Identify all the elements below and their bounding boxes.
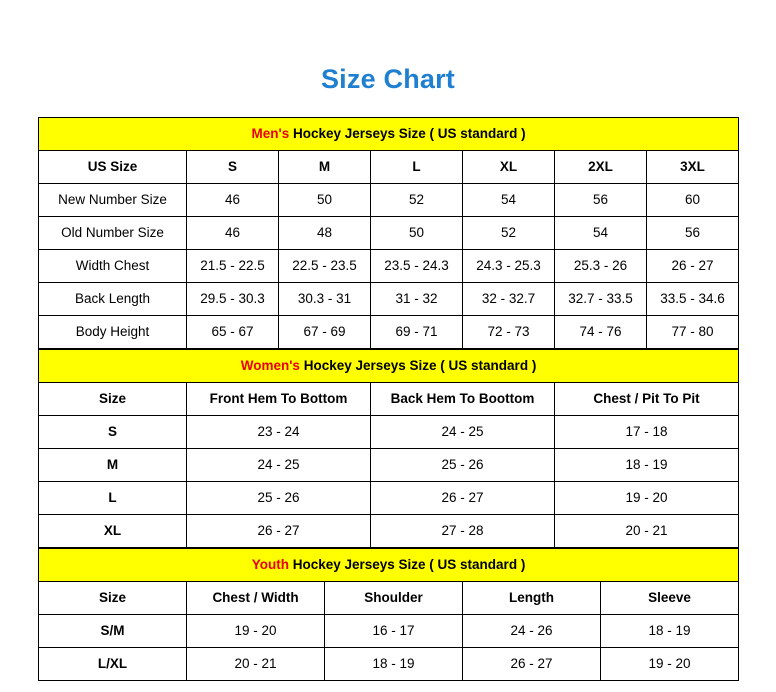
youth-size-table bbox=[38, 548, 739, 681]
womens-banner-accent: Women's bbox=[240, 358, 300, 374]
mens-row-0-cell-4: 54 bbox=[463, 183, 555, 216]
table-banner-row bbox=[39, 349, 739, 382]
mens-row-4-cell-4: 72 - 73 bbox=[463, 315, 555, 348]
table-row bbox=[39, 315, 739, 348]
womens-row-1-label: M bbox=[39, 448, 187, 481]
womens-banner-rest: Hockey Jerseys Size ( US standard ) bbox=[299, 358, 537, 374]
mens-row-3-cell-2: 30.3 - 31 bbox=[279, 282, 371, 315]
mens-header-cell-3: L bbox=[371, 150, 463, 183]
table-row bbox=[39, 647, 739, 680]
mens-row-2-label: Width Chest bbox=[39, 249, 187, 282]
mens-row-3-label: Back Length bbox=[39, 282, 187, 315]
table-header-row bbox=[39, 382, 739, 415]
youth-banner-rest: Hockey Jerseys Size ( US standard ) bbox=[288, 557, 526, 573]
mens-row-2-cell-5: 25.3 - 26 bbox=[555, 249, 647, 282]
mens-row-0-cell-5: 56 bbox=[555, 183, 647, 216]
youth-header-cell-4: Sleeve bbox=[601, 581, 739, 614]
mens-row-4-cell-6: 77 - 80 bbox=[647, 315, 739, 348]
youth-row-0-cell-4: 18 - 19 bbox=[601, 614, 739, 647]
womens-row-1-cell-1: 24 - 25 bbox=[187, 448, 371, 481]
youth-row-1-cell-1: 20 - 21 bbox=[187, 647, 325, 680]
size-chart-tables bbox=[38, 117, 738, 681]
mens-row-4-cell-1: 65 - 67 bbox=[187, 315, 279, 348]
table-row bbox=[39, 415, 739, 448]
mens-row-4-cell-2: 67 - 69 bbox=[279, 315, 371, 348]
mens-row-0-cell-3: 52 bbox=[371, 183, 463, 216]
youth-header-cell-0: Size bbox=[39, 581, 187, 614]
page-title: Size Chart bbox=[320, 64, 456, 94]
table-row bbox=[39, 249, 739, 282]
mens-row-3-cell-3: 31 - 32 bbox=[371, 282, 463, 315]
mens-row-4-cell-5: 74 - 76 bbox=[555, 315, 647, 348]
womens-header-cell-3: Chest / Pit To Pit bbox=[555, 382, 739, 415]
womens-row-0-cell-2: 24 - 25 bbox=[371, 415, 555, 448]
womens-row-2-cell-1: 25 - 26 bbox=[187, 481, 371, 514]
mens-row-2-cell-1: 21.5 - 22.5 bbox=[187, 249, 279, 282]
womens-row-3-cell-2: 27 - 28 bbox=[371, 514, 555, 547]
womens-size-table bbox=[38, 349, 739, 548]
mens-header-cell-0: US Size bbox=[39, 150, 187, 183]
mens-row-0-cell-1: 46 bbox=[187, 183, 279, 216]
table-banner-row bbox=[39, 548, 739, 581]
womens-row-3-cell-1: 26 - 27 bbox=[187, 514, 371, 547]
mens-row-3-cell-1: 29.5 - 30.3 bbox=[187, 282, 279, 315]
mens-row-1-cell-3: 50 bbox=[371, 216, 463, 249]
mens-row-1-cell-4: 52 bbox=[463, 216, 555, 249]
mens-header-cell-1: S bbox=[187, 150, 279, 183]
mens-size-table bbox=[38, 117, 739, 349]
table-row bbox=[39, 282, 739, 315]
youth-header-cell-1: Chest / Width bbox=[187, 581, 325, 614]
table-row bbox=[39, 481, 739, 514]
table-row bbox=[39, 448, 739, 481]
youth-row-0-label: S/M bbox=[39, 614, 187, 647]
mens-row-0-label: New Number Size bbox=[39, 183, 187, 216]
mens-header-cell-6: 3XL bbox=[647, 150, 739, 183]
youth-header-cell-2: Shoulder bbox=[325, 581, 463, 614]
youth-row-1-cell-3: 26 - 27 bbox=[463, 647, 601, 680]
table-header-row bbox=[39, 581, 739, 614]
table-row bbox=[39, 614, 739, 647]
womens-row-0-cell-1: 23 - 24 bbox=[187, 415, 371, 448]
table-banner-row bbox=[39, 117, 739, 150]
youth-row-0-cell-3: 24 - 26 bbox=[463, 614, 601, 647]
mens-row-1-cell-5: 54 bbox=[555, 216, 647, 249]
table-header-row bbox=[39, 150, 739, 183]
youth-banner-accent: Youth bbox=[251, 557, 289, 573]
mens-banner bbox=[39, 117, 739, 150]
mens-banner-rest: Hockey Jerseys Size ( US standard ) bbox=[289, 126, 526, 142]
mens-row-4-cell-3: 69 - 71 bbox=[371, 315, 463, 348]
womens-header-cell-1: Front Hem To Bottom bbox=[187, 382, 371, 415]
youth-header-cell-3: Length bbox=[463, 581, 601, 614]
mens-header-cell-5: 2XL bbox=[555, 150, 647, 183]
mens-row-3-cell-6: 33.5 - 34.6 bbox=[647, 282, 739, 315]
mens-banner-accent: Men's bbox=[251, 126, 290, 142]
mens-row-2-cell-2: 22.5 - 23.5 bbox=[279, 249, 371, 282]
youth-row-0-cell-2: 16 - 17 bbox=[325, 614, 463, 647]
mens-row-4-label: Body Height bbox=[39, 315, 187, 348]
mens-row-3-cell-5: 32.7 - 33.5 bbox=[555, 282, 647, 315]
table-row bbox=[39, 183, 739, 216]
youth-row-1-cell-2: 18 - 19 bbox=[325, 647, 463, 680]
womens-row-0-label: S bbox=[39, 415, 187, 448]
womens-row-3-cell-3: 20 - 21 bbox=[555, 514, 739, 547]
mens-row-1-cell-1: 46 bbox=[187, 216, 279, 249]
mens-row-2-cell-3: 23.5 - 24.3 bbox=[371, 249, 463, 282]
mens-row-0-cell-6: 60 bbox=[647, 183, 739, 216]
womens-row-1-cell-2: 25 - 26 bbox=[371, 448, 555, 481]
mens-row-0-cell-2: 50 bbox=[279, 183, 371, 216]
womens-header-cell-2: Back Hem To Boottom bbox=[371, 382, 555, 415]
mens-header-cell-2: M bbox=[279, 150, 371, 183]
womens-row-0-cell-3: 17 - 18 bbox=[555, 415, 739, 448]
table-row bbox=[39, 514, 739, 547]
youth-banner bbox=[39, 548, 739, 581]
womens-banner bbox=[39, 349, 739, 382]
mens-row-3-cell-4: 32 - 32.7 bbox=[463, 282, 555, 315]
mens-row-2-cell-4: 24.3 - 25.3 bbox=[463, 249, 555, 282]
womens-row-1-cell-3: 18 - 19 bbox=[555, 448, 739, 481]
womens-row-2-label: L bbox=[39, 481, 187, 514]
womens-header-cell-0: Size bbox=[39, 382, 187, 415]
youth-row-1-label: L/XL bbox=[39, 647, 187, 680]
mens-row-1-cell-6: 56 bbox=[647, 216, 739, 249]
womens-row-2-cell-2: 26 - 27 bbox=[371, 481, 555, 514]
youth-row-1-cell-4: 19 - 20 bbox=[601, 647, 739, 680]
youth-row-0-cell-1: 19 - 20 bbox=[187, 614, 325, 647]
mens-header-cell-4: XL bbox=[463, 150, 555, 183]
table-row bbox=[39, 216, 739, 249]
womens-row-2-cell-3: 19 - 20 bbox=[555, 481, 739, 514]
mens-row-1-label: Old Number Size bbox=[39, 216, 187, 249]
mens-row-2-cell-6: 26 - 27 bbox=[647, 249, 739, 282]
mens-row-1-cell-2: 48 bbox=[279, 216, 371, 249]
womens-row-3-label: XL bbox=[39, 514, 187, 547]
